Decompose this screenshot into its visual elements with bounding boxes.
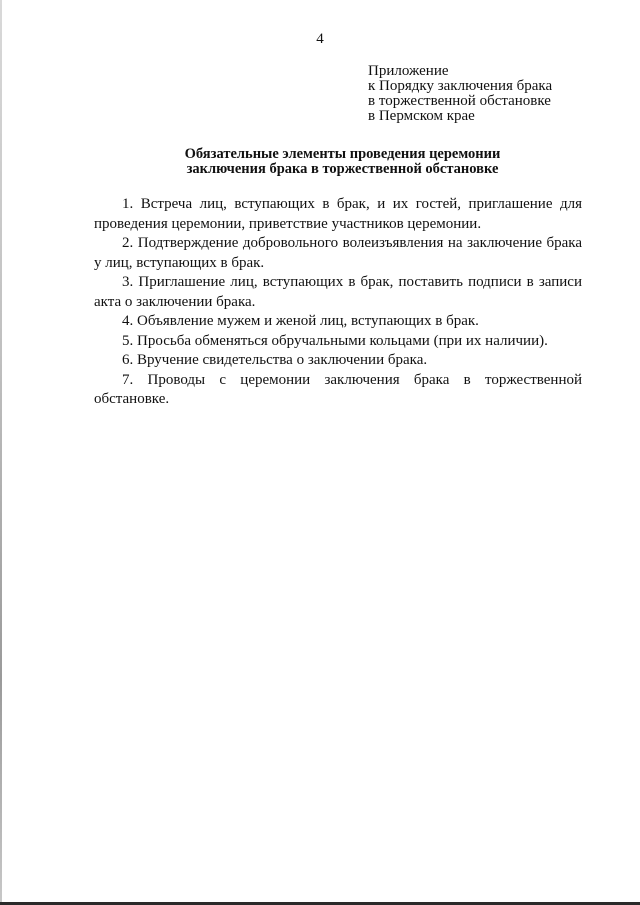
scan-edge-left: [0, 0, 2, 905]
page-number: 4: [316, 31, 324, 47]
list-item: 6. Вручение свидетельства о заключении брака.: [122, 352, 428, 368]
ceremony-elements-list: [94, 195, 582, 410]
list-item: 7. Проводы с церемонии заключения брака в торжественной обстановке.: [94, 371, 582, 407]
list-item: 4. Объявление мужем и женой лиц, вступающих в брак.: [122, 313, 479, 329]
appendix-line: в Пермском крае: [368, 108, 475, 124]
document-title: [90, 147, 595, 177]
appendix-line: к Порядку заключения брака: [368, 78, 553, 94]
appendix-line: Приложение: [368, 63, 449, 79]
document-title-line: заключения брака в торжественной обстановке: [186, 161, 499, 177]
list-item: 2. Подтверждение добровольного волеизъявления на заключение брака у лиц, вступающих в брак.: [94, 235, 582, 271]
list-item: 5. Просьба обменяться обручальными кольцами (при их наличии).: [122, 332, 548, 349]
appendix-header: [368, 64, 608, 124]
list-item: 3. Приглашение лиц, вступающих в брак, поставить подписи в записи акта о заключении брака.: [94, 274, 582, 310]
appendix-line: в торжественной обстановке: [368, 93, 551, 109]
document-title-line: Обязательные элементы проведения церемонии: [184, 146, 501, 162]
list-item: 1. Встреча лиц, вступающих в брак, и их гостей, приглашение для проведения церемонии, приветствие участников церемонии.: [94, 196, 582, 232]
